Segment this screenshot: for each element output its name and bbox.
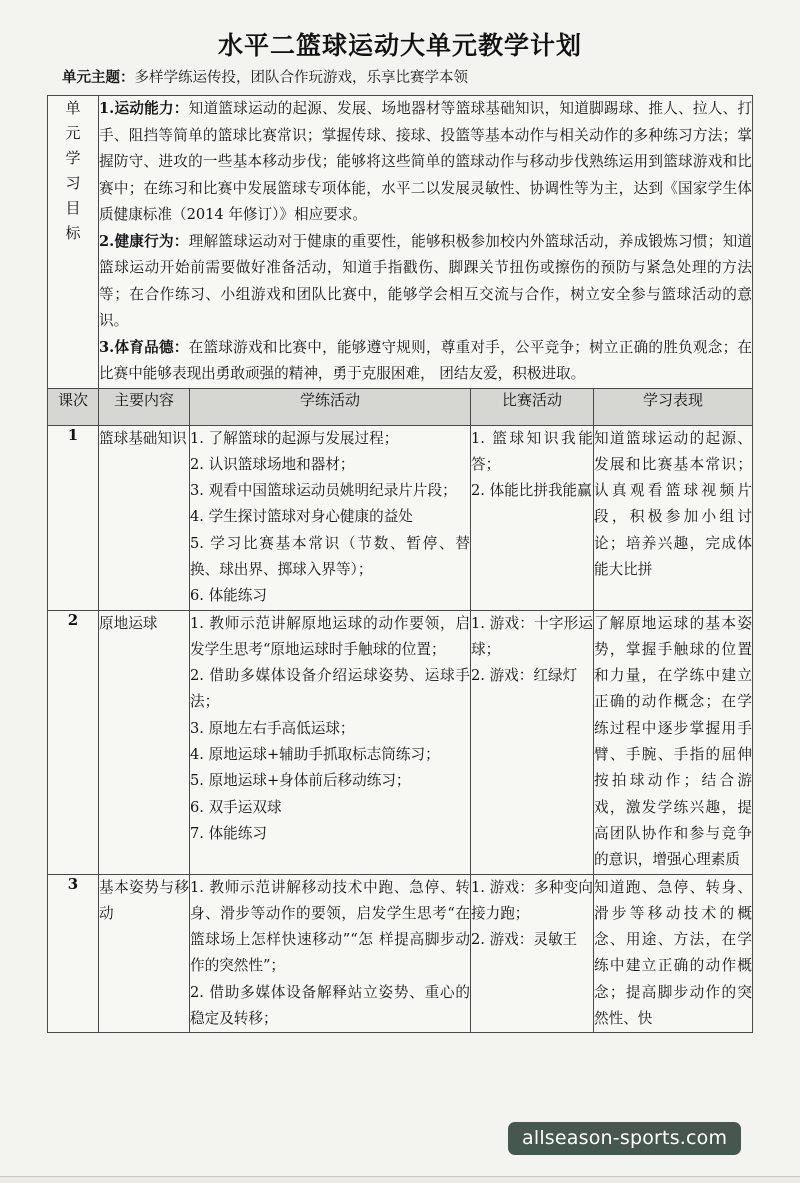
unit-theme-value: 多样学练运传投，团队合作玩游戏，乐享比赛学本领 <box>134 70 468 86</box>
match-item: 1. 篮球知识我能答； <box>471 429 593 473</box>
lesson-match-activities <box>471 874 594 1033</box>
performance-text: 知道篮球运动的起源、发展和比赛基本常识；认真观看篮球视频片段，积极参加小组讨论；培养兴趣，完成体能大比拼 <box>594 429 753 578</box>
activity-item: 3. 原地左右手高低运球； <box>190 719 355 737</box>
page-title: 水平二篮球运动大单元教学计划 <box>217 31 582 60</box>
side-label-char: 目 <box>65 199 81 217</box>
activity-item: 2. 借助多媒体设备介绍运球姿势、运球手法； <box>190 667 470 711</box>
objectives-side-label-cell <box>48 96 99 389</box>
activity-item: 1. 教师示范讲解移动技术中跑、急停、转身、滑步等动作的要领，启发学生思考“在篮球场上怎样快速移动”“怎 样提高脚步动作的突然性”； <box>190 878 470 975</box>
objectives-row <box>48 96 753 389</box>
table-row <box>48 610 753 874</box>
table-row <box>48 874 753 1033</box>
side-label-char: 习 <box>65 174 81 192</box>
column-header-lesson-index: 课次 <box>48 388 99 425</box>
lesson-match-activities <box>471 425 594 610</box>
match-item: 2. 游戏：红绿灯 <box>471 667 578 685</box>
performance-text: 知道跑、急停、转身、滑步等移动技术的概念、用途、方法，在学练中建立正确的动作概念；提高脚步动作的突然性、快 <box>594 878 753 1028</box>
objective-text: 知道篮球运动的起源、发展、场地器材等篮球基础知识，知道脚踢球、推人、拉人、打手、阻挡等简单的篮球比赛常识；掌握传球、接球、投篮等基本动作与相关动作的多种练习方法；掌握防守、进攻的一些基本移动步伐；能够将这些简单的篮球动作与移动步伐熟练运用到篮球游戏和比赛中；在练习和比赛中发展篮球专项体能，水平二以发展灵敏性、协调性等为主，达到《国家学生体质健康标准（2014 年修订）》相应要求。 <box>99 100 753 223</box>
teaching-plan-table <box>47 95 753 1033</box>
unit-theme-line <box>0 68 800 95</box>
lesson-index: 1 <box>48 425 99 610</box>
lesson-main-content: 基本姿势与移动 <box>99 874 190 1033</box>
objectives-side-label <box>48 96 98 246</box>
objective-label: 2.健康行为： <box>99 232 189 250</box>
objective-label: 1.运动能力： <box>99 100 189 117</box>
objective-paragraph <box>99 96 752 229</box>
side-label-char: 元 <box>65 124 81 142</box>
lesson-learning-activities <box>190 874 471 1033</box>
table-header-row <box>48 388 753 425</box>
activity-item: 3. 观看中国篮球运动员姚明纪录片片段； <box>190 482 457 500</box>
lesson-learning-activities <box>190 425 471 610</box>
performance-text: 了解原地运球的基本姿势，掌握手触球的位置和力量，在学练中建立正确的动作概念；在学练过程中逐步掌握用手臂、手腕、手指的屈伸按拍球动作；结合游戏，激发学练兴趣，提高团队协作和参与竞争的意识，增强心理素质 <box>594 614 753 869</box>
activity-item: 2. 认识篮球场地和器材； <box>190 455 355 473</box>
objective-text: 在篮球游戏和比赛中，能够遵守规则，尊重对手，公平竞争；树立正确的胜负观念；在比赛中能够表现出勇敢顽强的精神，勇于克服困难， 团结友爱，积极进取。 <box>99 338 753 382</box>
activity-item: 1. 教师示范讲解原地运球的动作要领，启发学生思考“原地运球时手触球的位置； <box>190 614 470 658</box>
objectives-content-cell <box>99 96 753 389</box>
activity-item: 2. 借助多媒体设备解释站立姿势、重心的稳定及转移； <box>190 983 470 1028</box>
table-row <box>48 425 753 610</box>
activity-item: 6. 体能练习 <box>190 587 267 605</box>
lesson-learning-performance <box>594 610 753 874</box>
activity-item: 7. 体能练习 <box>190 824 267 842</box>
objective-text: 理解篮球运动对于健康的重要性，能够积极参加校内外篮球活动，养成锻炼习惯；知道篮球运动开始前需要做好准备活动，知道手指戳伤、脚踝关节扭伤或擦伤的预防与紧急处理的方法等；在合作练习、小组游戏和团队比赛中，能够学会相互交流与合作，树立安全参与篮球活动的意识。 <box>99 232 753 329</box>
objective-paragraph <box>99 335 752 388</box>
activity-item: 5. 原地运球+身体前后移动练习； <box>190 772 411 790</box>
match-item: 1. 游戏：十字形运球； <box>471 614 593 658</box>
activity-item: 4. 原地运球+辅助手抓取标志筒练习； <box>190 746 440 764</box>
activity-item: 5. 学习比赛基本常识（节数、暂停、替换、球出界、掷球入界等）； <box>190 534 470 578</box>
activity-item: 4. 学生探讨篮球对身心健康的益处 <box>190 508 413 526</box>
lesson-index: 2 <box>48 610 99 874</box>
site-watermark: allseason-sports.com <box>508 1122 741 1155</box>
objective-paragraph <box>99 229 752 335</box>
side-label-char: 学 <box>65 149 81 167</box>
lesson-learning-performance <box>594 874 753 1033</box>
lesson-learning-performance <box>594 425 753 610</box>
match-item: 1. 游戏：多种变向接力跑； <box>471 878 593 922</box>
lesson-learning-activities <box>190 610 471 874</box>
column-header-main-content: 主要内容 <box>99 388 190 425</box>
lesson-main-content: 篮球基础知识 <box>99 425 190 610</box>
activity-item: 1. 了解篮球的起源与发展过程； <box>190 429 399 447</box>
match-item: 2. 游戏：灵敏王 <box>471 931 578 949</box>
lesson-index: 3 <box>48 874 99 1033</box>
column-header-learning-activities: 学练活动 <box>190 388 471 425</box>
activity-item: 6. 双手运双球 <box>190 798 282 816</box>
lesson-match-activities <box>471 610 594 874</box>
objective-label: 3.体育品德： <box>99 338 189 356</box>
lesson-main-content: 原地运球 <box>99 610 190 874</box>
column-header-match-activities: 比赛活动 <box>471 388 594 425</box>
side-label-char: 单 <box>65 99 81 117</box>
unit-theme-label: 单元主题： <box>62 69 135 86</box>
side-label-char: 标 <box>65 224 81 242</box>
match-item: 2. 体能比拼我能赢 <box>471 482 592 500</box>
column-header-learning-performance: 学习表现 <box>594 388 753 425</box>
